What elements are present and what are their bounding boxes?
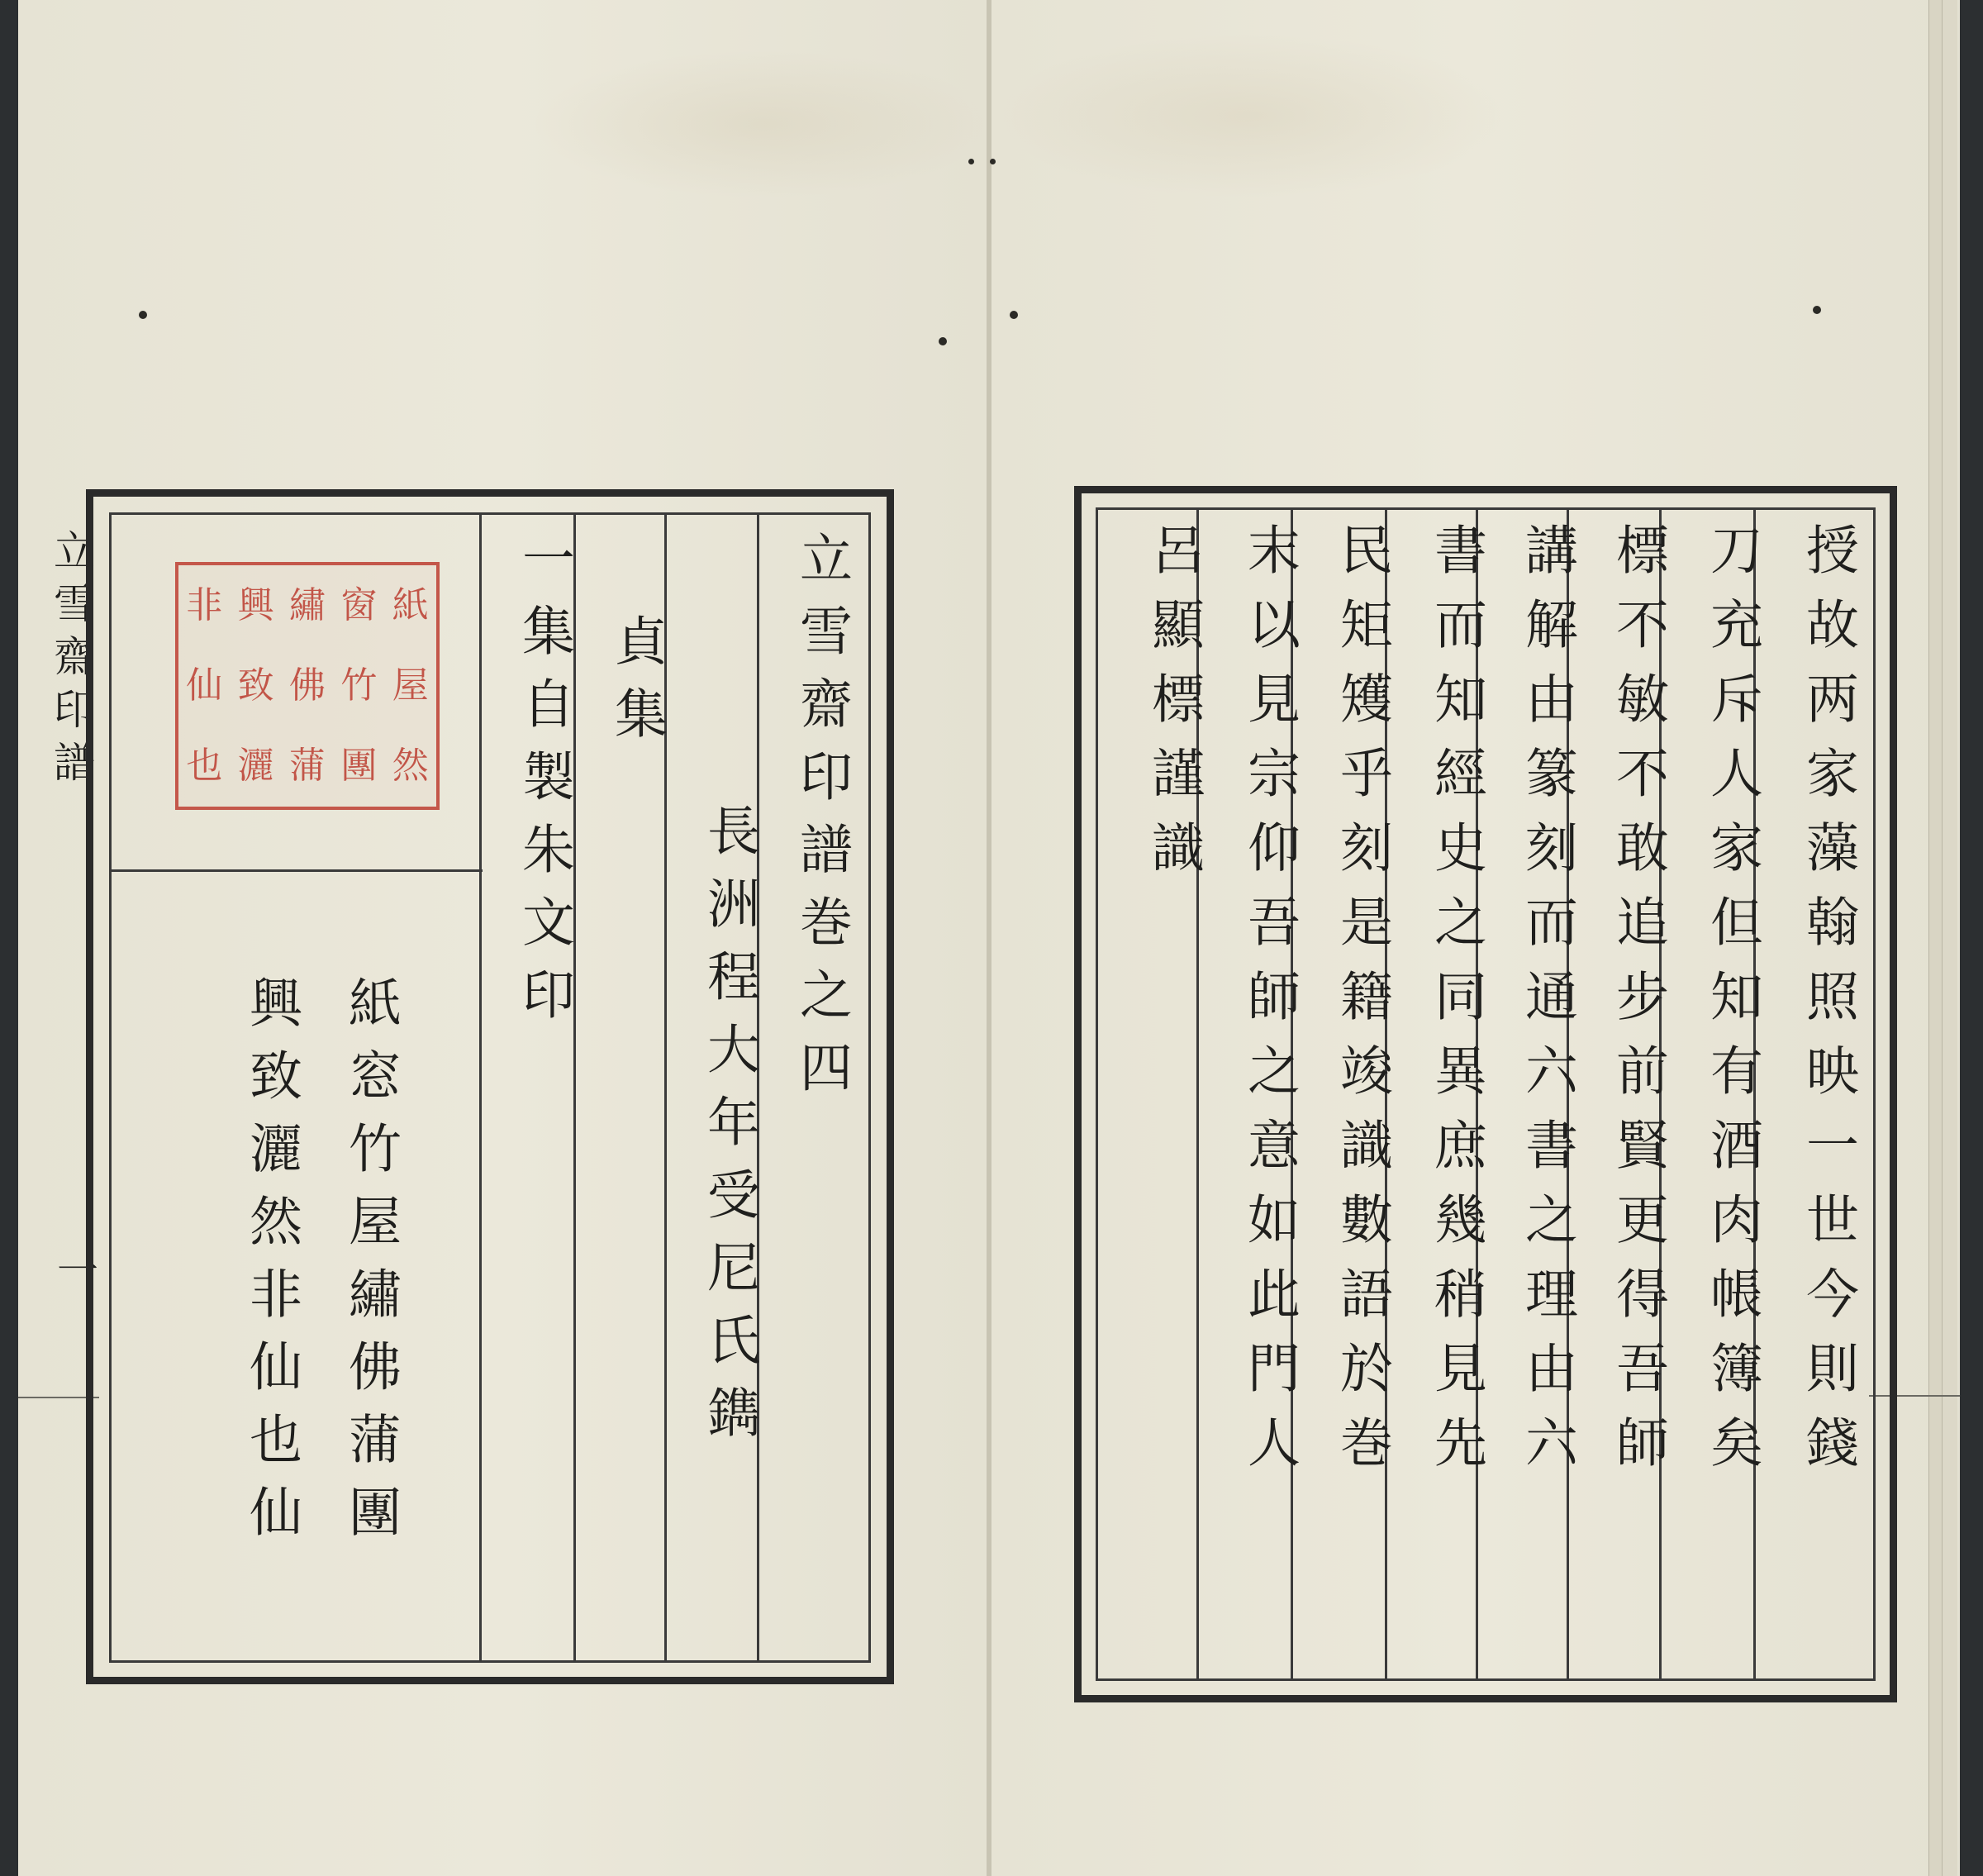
seal-glyph: 然 bbox=[392, 745, 429, 788]
seal-glyph: 屋 bbox=[392, 664, 429, 707]
seal-glyph: 窗 bbox=[340, 583, 378, 626]
seal-glyph: 興 bbox=[237, 583, 274, 626]
text-column-5: 書而知經史之同異庶幾稍見先 bbox=[1425, 522, 1486, 1489]
text-column-8: 呂顯標謹識 bbox=[1143, 522, 1204, 894]
seal-box-rule bbox=[111, 869, 483, 872]
margin-page-number: 一 bbox=[50, 1248, 98, 1301]
text-column-4: 講解由篆刻而通六書之理由六 bbox=[1516, 522, 1577, 1489]
seal-glyph: 佛 bbox=[288, 664, 326, 707]
seal-glyph: 非 bbox=[186, 583, 223, 626]
red-seal-stamp bbox=[175, 562, 440, 810]
seal-glyph: 竹 bbox=[340, 664, 378, 707]
volume-title: 立雪齋印譜巻之四 bbox=[791, 531, 852, 1112]
seal-glyph: 致 bbox=[237, 664, 274, 707]
water-stain bbox=[993, 33, 1505, 198]
text-column-3: 標不敏不敢追步前賢更得吾師 bbox=[1607, 522, 1668, 1489]
binding-hole bbox=[939, 337, 947, 345]
seal-glyph: 紙 bbox=[392, 583, 429, 626]
collection-name: 貞集 bbox=[606, 613, 667, 759]
seal-caption-line: 興致灑然非仙也仙 bbox=[240, 975, 302, 1557]
section-heading: 一集自製朱文印 bbox=[513, 531, 574, 1040]
page-edge bbox=[1942, 0, 1957, 1876]
binding-hole bbox=[990, 159, 996, 164]
column-rule bbox=[479, 514, 482, 1661]
margin-title: 立雪齋印譜 bbox=[47, 529, 95, 793]
text-column-6: 民矩矱乎刻是籍竣識數語於巻 bbox=[1331, 522, 1392, 1489]
seal-glyph: 仙 bbox=[186, 664, 223, 707]
seal-glyph: 蒲 bbox=[288, 745, 326, 788]
binding-hole bbox=[1010, 311, 1018, 319]
seal-glyph: 也 bbox=[186, 745, 223, 788]
seal-glyph: 灑 bbox=[237, 745, 274, 788]
text-column-1: 授故两家藻翰照映一世今則錢 bbox=[1797, 522, 1858, 1489]
text-column-2: 刀充斥人家但知有酒肉帳簿矣 bbox=[1701, 522, 1762, 1489]
seal-glyph: 團 bbox=[340, 745, 378, 788]
engraver-credit: 長洲程大年受尼氏鐫 bbox=[698, 803, 759, 1458]
binding-hole bbox=[139, 311, 147, 319]
water-stain bbox=[530, 50, 993, 198]
text-column-7: 末以見宗仰吾師之意如此門人 bbox=[1239, 522, 1300, 1489]
seal-caption-line: 紙窓竹屋繡佛蒲團 bbox=[340, 975, 401, 1557]
book-spread bbox=[18, 0, 1960, 1876]
binding-hole bbox=[1813, 306, 1821, 314]
binding-hole bbox=[968, 159, 974, 164]
seal-glyph: 繡 bbox=[288, 583, 326, 626]
